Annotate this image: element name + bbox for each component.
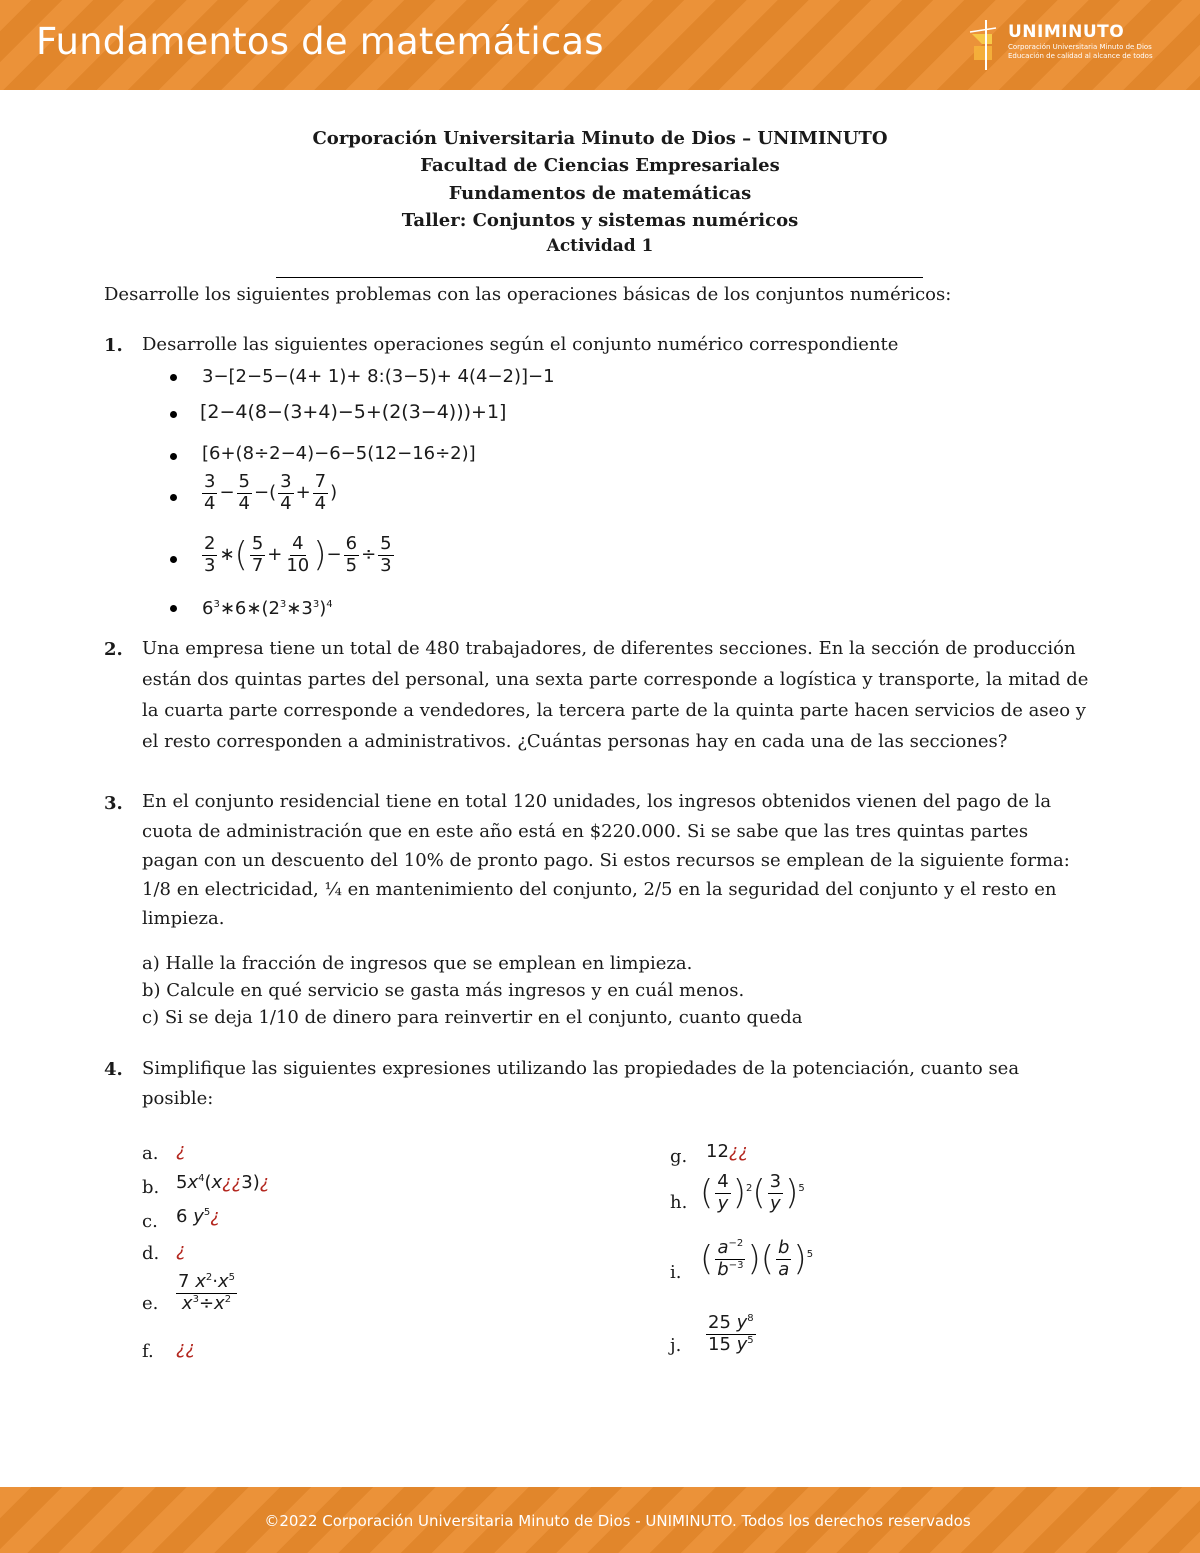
q4-expr-c: 6 $y^5¿$ [176,1206,220,1227]
q1-expr-2: [2−4(8−(3+4)−5+(2(3−4)))+1] [200,401,507,423]
intro-text: Desarrolle los siguientes problemas con las operaciones básicas de los conjuntos numéricos: [104,284,952,305]
header-band [0,0,1200,90]
q4-label-j: j. [670,1335,682,1356]
q4-expr-b: $5x^4(x¿¿3)¿$ [176,1172,270,1193]
q4-label-g: g. [670,1146,688,1167]
q1-expr-1: 3−[2−5−(4+ 1)+ 8:(3−5)+ 4(4−2)]−1 [202,366,555,387]
header-title: Fundamentos de matemáticas [36,20,604,63]
logo-mark-icon [968,20,998,70]
bullet [170,374,177,381]
heading-workshop: Taller: Conjuntos y sistemas numéricos [401,210,799,231]
q1-expr-3: [6+(8÷2−4)−6−5(12−16÷2)] [202,443,476,464]
q3-line-5: limpieza. [142,908,225,929]
q4-expr-d: ¿ [176,1240,186,1261]
q4-line-1: Simplifique las siguientes expresiones utilizando las propiedades de la potenciación, cuanto sea [142,1058,1020,1079]
logo-name: UNIMINUTO [1008,22,1125,42]
bullet [170,556,177,563]
heading-rule [276,277,923,278]
bullet [170,411,177,418]
heading-course: Fundamentos de matemáticas [448,183,752,204]
footer-copyright: ©2022 Corporación Universitaria Minuto de Dios - UNIMINUTO. Todos los derechos reservados [264,1512,971,1530]
q3-item-c: c) Si se deja 1/10 de dinero para reinvertir en el conjunto, cuanto queda [142,1007,803,1028]
q4-label-a: a. [142,1143,159,1164]
q4-expr-f: ¿¿ [176,1338,196,1359]
q4-number: 4. [104,1059,123,1080]
q2-line-2: están dos quintas partes del personal, una sexta parte corresponde a logística y transporte, la mitad de [142,669,1089,690]
q4-expr-h: ( $\frac{4}{y}$ )$^2$( $\frac{3}{y}$ )$^5$ [700,1171,805,1214]
q1-expr-6: $6^3∗6∗(2^3∗3^3)^4$ [202,598,333,619]
q4-line-2: posible: [142,1088,214,1109]
uniminuto-logo [962,18,1162,74]
bullet [170,605,177,612]
q4-label-h: h. [670,1192,688,1213]
q4-expr-e: $\frac{7 x^2\cdot x^5}{x^3\div x^2}$ [178,1271,235,1314]
q3-line-3: pagan con un descuento del 10% de pronto pago. Si estos recursos se emplean de la siguiente forma: [142,850,1070,871]
heading-faculty: Facultad de Ciencias Empresariales [420,155,780,176]
bullet [170,494,177,501]
q4-expr-a: ¿ [176,1140,186,1161]
q1-text: Desarrolle las siguientes operaciones según el conjunto numérico correspondiente [142,334,899,355]
q4-label-c: c. [142,1211,158,1232]
q1-expr-4: $\frac{3}{4}$ − $\frac{5}{4}$ −( $\frac{3}{4}$ + $\frac{7}{4}$ ) [204,471,338,514]
q1-number: 1. [104,335,123,356]
q4-label-d: d. [142,1243,160,1264]
q2-line-3: la cuarta parte corresponde a vendedores, la tercera parte de la quinta parte hacen servicios de aseo y [142,700,1086,721]
logo-subtitle-1: Corporación Universitaria Minuto de Dios [1008,43,1152,51]
q2-line-4: el resto corresponden a administrativos. ¿Cuántas personas hay en cada una de las secciones? [142,731,1008,752]
q4-label-f: f. [142,1341,154,1362]
q2-number: 2. [104,639,123,660]
q3-line-4: 1/8 en electricidad, ¼ en mantenimiento del conjunto, 2/5 en la seguridad del conjunto y el resto en [142,879,1057,900]
q3-item-a: a) Halle la fracción de ingresos que se emplean en limpieza. [142,953,693,974]
logo-subtitle-2: Educación de calidad al alcance de todos [1008,52,1153,60]
q2-line-1: Una empresa tiene un total de 480 trabajadores, de diferentes secciones. En la sección de producción [142,638,1076,659]
q3-line-1: En el conjunto residencial tiene en total 120 unidades, los ingresos obtenidos vienen del pago de la [142,791,1052,812]
bullet [170,453,177,460]
q4-label-b: b. [142,1177,160,1198]
q3-item-b: b) Calcule en qué servicio se gasta más ingresos y en cuál menos. [142,980,745,1001]
q4-expr-i: ( $\frac{a^{-2}}{b^{-3}}$ )( $\frac{b}{a}$ )$^5$ [700,1237,814,1280]
q1-expr-5: $\frac{2}{3}$ ∗( $\frac{5}{7}$ + $\frac{4}{10}$ )− $\frac{6}{5}$ ÷ $\frac{5}{3}$ [204,533,392,576]
q4-label-e: e. [142,1293,159,1314]
heading-activity: Actividad 1 [546,236,654,256]
footer-band [0,1487,1200,1553]
q4-expr-j: $\frac{25 y^8}{15 y^5}$ [708,1312,754,1355]
q3-line-2: cuota de administración que en este año está en $220.000. Si se sabe que las tres quintas partes [142,821,1029,842]
heading-institution: Corporación Universitaria Minuto de Dios – UNIMINUTO [312,128,888,149]
q3-number: 3. [104,793,123,814]
q4-expr-g: 12¿¿ [706,1141,749,1162]
q4-label-i: i. [670,1262,682,1283]
